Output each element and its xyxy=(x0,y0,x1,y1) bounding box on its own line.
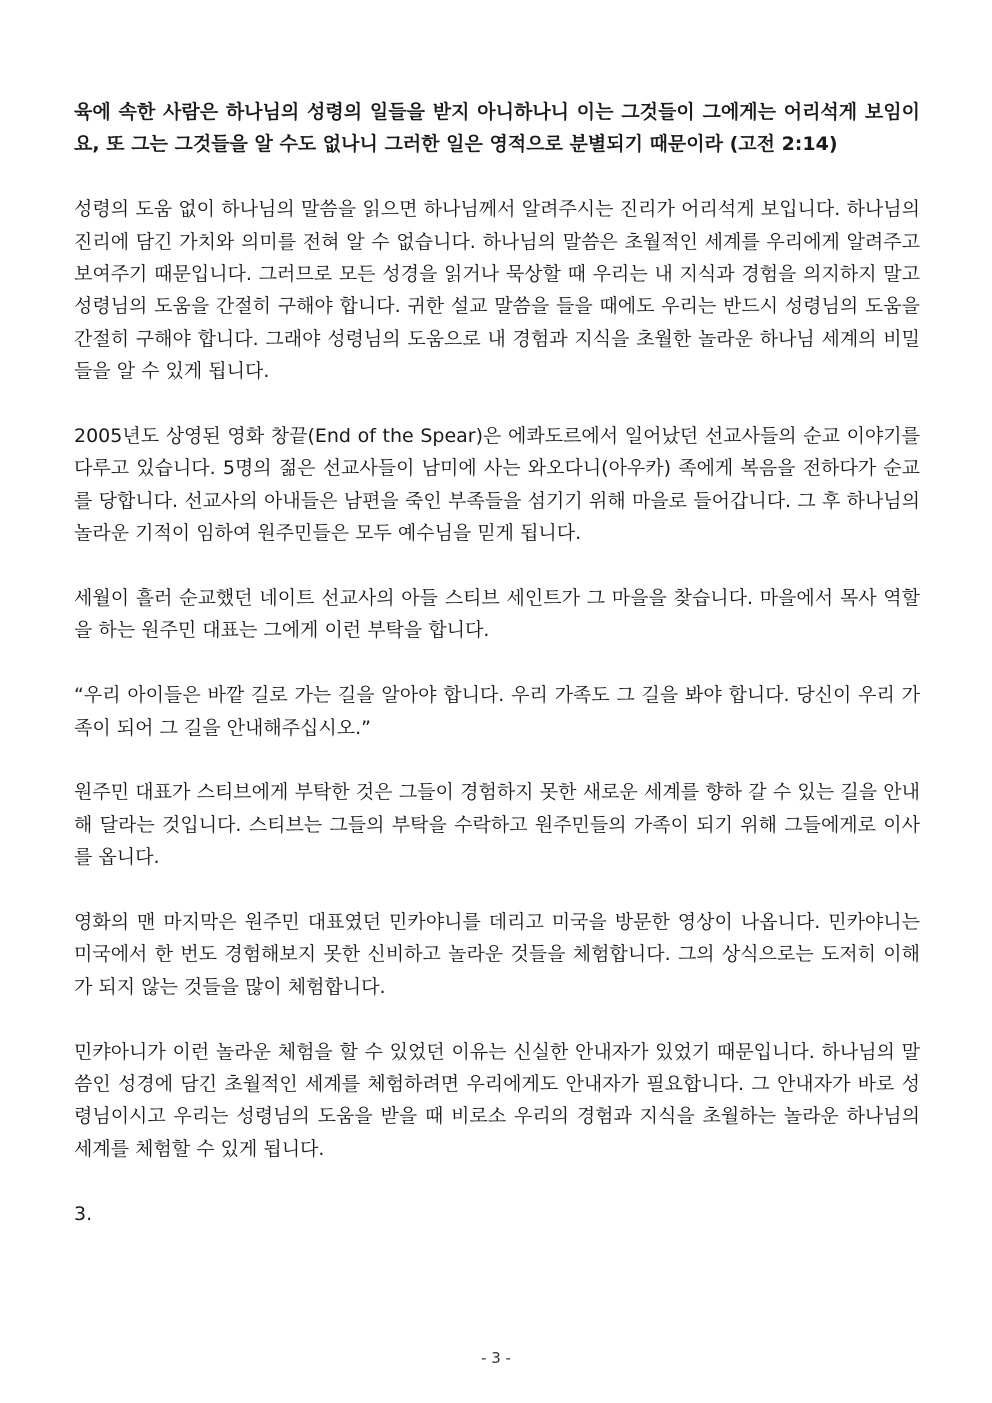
scripture-verse: 육에 속한 사람은 하나님의 성령의 일들을 받지 아니하나니 이는 그것들이 그에게는 어리석게 보임이요, 또 그는 그것들을 알 수도 없나니 그러한 일은 영적으로 분별되기 때문이라 (고전 2:14) xyxy=(74,101,920,156)
page-number: - 3 - xyxy=(481,1349,511,1367)
paragraph-2: 2005년도 상영된 영화 창끝(End of the Spear)은 에콰도르에서 일어났던 선교사들의 순교 이야기를 다루고 있습니다. 5명의 젊은 선교사들이 남미에 사는 와오다니(아우카) 족에게 복음을 전하다가 순교를 당합니다. 선교사의 아내들은 남편을 죽인 부족들을 섬기기 위해 마을로 들어갑니다. 그 후 하나님의 놀라운 기적이 임하여 원주민들은 모두 예수님을 믿게 됩니다. xyxy=(74,425,920,545)
quote-paragraph: “우리 아이들은 바깥 길로 가는 길을 알아야 합니다. 우리 가족도 그 길을 봐야 합니다. 당신이 우리 가족이 되어 그 길을 안내해주십시오.” xyxy=(74,684,920,739)
paragraph-6: 영화의 맨 마지막은 원주민 대표였던 민카야니를 데리고 미국을 방문한 영상이 나옵니다. 민카야니는 미국에서 한 번도 경험해보지 못한 신비하고 놀라운 것들을 체험합니다. 그의 상식으로는 도저히 이해가 되지 않는 것들을 많이 체험합니다. xyxy=(74,911,920,998)
paragraph-7: 민캬아니가 이런 놀라운 체험을 할 수 있었던 이유는 신실한 안내자가 있었기 때문입니다. 하나님의 말씀인 성경에 담긴 초월적인 세계를 체험하려면 우리에게도 안내자가 필요합니다. 그 안내자가 바로 성령님이시고 우리는 성령님의 도움을 받을 때 비로소 우리의 경험과 지식을 초월하는 놀라운 하나님의 세계를 체험할 수 있게 됩니다. xyxy=(74,1040,920,1160)
paragraph-5: 원주민 대표가 스티브에게 부탁한 것은 그들이 경험하지 못한 새로운 세계를 향하 갈 수 있는 길을 안내해 달라는 것입니다. 스티브는 그들의 부탁을 수락하고 원주민들의 가족이 되기 위해 그들에게로 이사를 옵니다. xyxy=(74,781,920,869)
section-number: 3. xyxy=(74,1202,93,1225)
paragraph-1: 성령의 도움 없이 하나님의 말씀을 읽으면 하나님께서 알려주시는 진리가 어리석게 보입니다. 하나님의 진리에 담긴 가치와 의미를 전혀 알 수 없습니다. 하나님의 말씀은 초월적인 세계를 우리에게 알려주고 보여주기 때문입니다. 그러므로 모든 성경을 읽거나 묵상할 때 우리는 내 지식과 경험을 의지하지 말고 성령님의 도움을 간절히 구해야 합니다. 귀한 설교 말씀을 들을 때에도 우리는 반드시 성령님의 도움을 간절히 구해야 합니다. 그래야 성령님의 도움으로 내 경험과 지식을 초월한 놀라운 하나님 세계의 비밀들을 알 수 있게 됩니다. xyxy=(74,198,920,383)
paragraph-3: 세월이 흘러 순교했던 네이트 선교사의 아들 스티브 세인트가 그 마을을 찾습니다. 마을에서 목사 역할을 하는 원주민 대표는 그에게 이런 부탁을 합니다. xyxy=(74,587,920,642)
document-body xyxy=(74,96,920,1230)
